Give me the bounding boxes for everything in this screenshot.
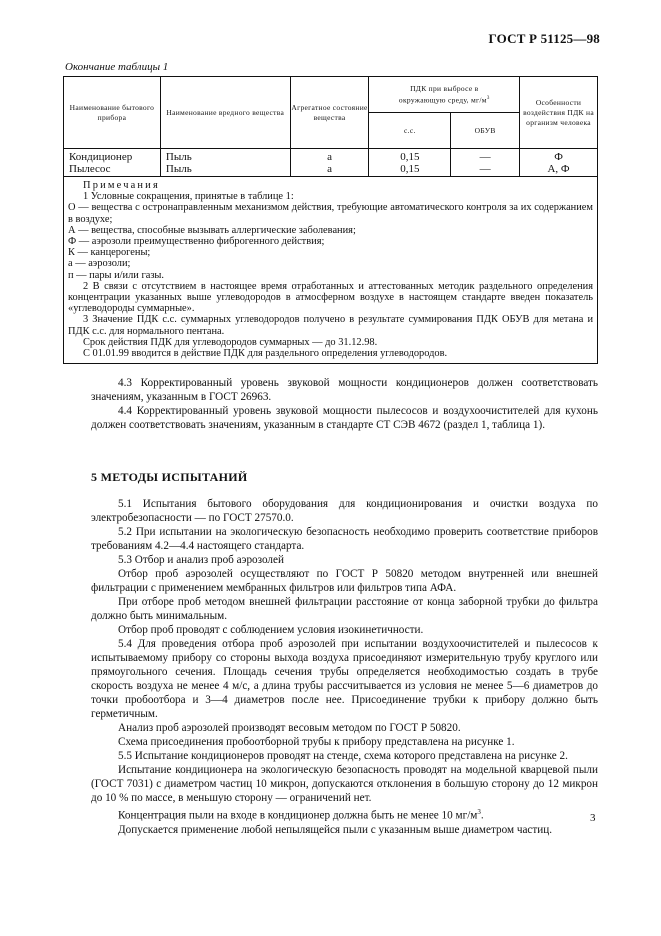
cell-substance bbox=[160, 149, 290, 177]
row1-device: Кондиционер bbox=[69, 151, 133, 163]
note-abbr-o: О — вещества с остронаправленным механизмом действия, требующие автоматического контроля за их содержанием в воздухе; bbox=[68, 202, 593, 225]
para-5-5-b-sup: 3 bbox=[477, 808, 481, 816]
cell-cs bbox=[369, 149, 451, 177]
para-5-5-c: Допускается применение любой непылящейся пыли с указанным выше диаметром частиц. bbox=[118, 823, 553, 836]
row2-features: А, Ф bbox=[547, 163, 570, 175]
table-continuation-label: Окончание таблицы 1 bbox=[65, 61, 169, 73]
para-5-5-a: Испытание кондиционера на экологическую безопасность проводят на модельной кварцевой пыли (ГОСТ 7031) с диаметром частиц 10 микрон, допускаются отклонения в большую сторону до 12 микрон до 10 % по массе, в меньшую сторону — ограничений нет. bbox=[91, 764, 598, 804]
row1-substance: Пыль bbox=[165, 151, 192, 163]
col-header-obuv: ОБУВ bbox=[451, 113, 520, 149]
col-header-cs: с.с. bbox=[369, 113, 451, 149]
row1-obuv: — bbox=[479, 151, 491, 163]
col-header-substance: Наименование вредного вещества bbox=[160, 77, 290, 149]
para-5-4-b: Схема присоединения пробоотборной трубы к прибору представлена на рисунке 1. bbox=[118, 736, 515, 748]
para-4-4: 4.4 Корректированный уровень звуковой мощности пылесосов и воздухоочистителей для кухонь должен соответствовать значениям, указанным в стандарте СТ СЭВ 4672 (раздел 1, таблица 1). bbox=[91, 405, 598, 431]
para-5-3-b: При отборе проб методом внешней фильтрации расстояние от конца заборной трубки до фильтра должно быть минимальным. bbox=[91, 596, 598, 622]
row2-obuv: — bbox=[479, 163, 491, 175]
row2-cs: 0,15 bbox=[400, 163, 420, 175]
para-5-5-b-text: Концентрация пыли на входе в кондиционер должна быть не менее 10 мг/м bbox=[118, 809, 478, 822]
cell-features bbox=[520, 149, 598, 177]
col-header-device: Наименование бытового прибора bbox=[64, 77, 161, 149]
pdk-header-sup: 3 bbox=[486, 95, 490, 101]
col-header-features: Особенности воздействия ПДК на организм человека bbox=[520, 77, 598, 149]
row2-state: а bbox=[327, 163, 332, 175]
note-abbr-k: К — канцерогены; bbox=[68, 247, 151, 259]
para-5-2: 5.2 При испытании на экологическую безопасность необходимо проверить соответствие приборов требованиям 4.2—4.4 настоящего стандарта. bbox=[91, 526, 598, 552]
table-notes bbox=[64, 177, 598, 364]
pdk-header-line2: окружающую среду, мг/м bbox=[398, 95, 487, 105]
note-term: Срок действия ПДК для углеводородов суммарных — до 31.12.98. bbox=[83, 336, 378, 348]
note-2: 2 В связи с отсутствием в настоящее время отработанных и аттестованных методик раздельного определения концентрации указанных выше углеводородов в атмосферном воздухе в настоящем стандарте введен показатель «углеводороды суммарные». bbox=[68, 280, 593, 315]
row1-cs: 0,15 bbox=[400, 151, 420, 163]
pdk-header-line1: ПДК при выбросе в bbox=[410, 83, 479, 93]
para-5-1: 5.1 Испытания бытового оборудования для кондиционирования и очистки воздуха по электробезопасности — по ГОСТ 27570.0. bbox=[91, 498, 598, 524]
note-abbr-vapor: п — пары и/или газы. bbox=[68, 269, 165, 281]
para-4-3: 4.3 Корректированный уровень звуковой мощности кондиционеров должен соответствовать значениям, указанным в ГОСТ 26963. bbox=[91, 377, 598, 403]
table-1 bbox=[63, 76, 598, 364]
col-header-pdk-group bbox=[369, 77, 520, 113]
para-5-4: 5.4 Для проведения отбора проб аэрозолей при испытании воздухоочистителей и пылесосов к испытываемому прибору со стороны выхода воздуха присоединяют измерительную трубу круглого или прямоугольного сечения. Площадь сечения трубы определяется необходимостью создать в трубе скорость воздуха не менее 4 м/с, а длина трубы рассчитывается из условия не менее 5—6 диаметров до точки пробоотбора и 3—4 диаметров после нее. Присоединение трубки к прибору должно быть герметичным. bbox=[91, 638, 598, 720]
para-5-5-b bbox=[91, 805, 598, 823]
cell-state bbox=[290, 149, 369, 177]
section-5-heading: 5 МЕТОДЫ ИСПЫТАНИЙ bbox=[91, 470, 248, 484]
cell-obuv bbox=[451, 149, 520, 177]
para-5-5: 5.5 Испытание кондиционеров проводят на стенде, схема которого представлена на рисунке 2. bbox=[118, 750, 568, 762]
note-abbr-aerosol: а — аэрозоли; bbox=[68, 258, 131, 270]
cell-device bbox=[64, 149, 161, 177]
note-abbr-f: Ф — аэрозоли преимущественно фиброгенного действия; bbox=[68, 236, 325, 248]
para-5-3-a: Отбор проб аэрозолей осуществляют по ГОСТ Р 50820 методом внутренней или внешней фильтрации с применением мембранных фильтров или фильтров типа АФА. bbox=[91, 568, 598, 594]
page-number: 3 bbox=[590, 812, 596, 824]
note-abbr-a: А — вещества, способные вызывать аллергические заболевания; bbox=[68, 224, 356, 236]
col-header-state: Агрегатное состояние вещества bbox=[290, 77, 369, 149]
note-1: 1 Условные сокращения, принятые в таблице 1: bbox=[83, 191, 294, 203]
section-5-heading-block bbox=[91, 470, 598, 484]
row2-device: Пылесос bbox=[69, 163, 111, 175]
para-5-5-b-end: . bbox=[480, 809, 484, 822]
para-5-3-c: Отбор проб проводят с соблюдением условия изокинетичности. bbox=[118, 624, 424, 636]
note-effective: С 01.01.99 вводится в действие ПДК для раздельного определения углеводородов. bbox=[83, 348, 448, 360]
note-3: 3 Значение ПДК с.с. суммарных углеводородов получено в результате суммирования ПДК ОБУВ для метана и ПДК с.с. для нормального пентана. bbox=[68, 314, 593, 337]
para-5-3: 5.3 Отбор и анализ проб аэрозолей bbox=[118, 554, 284, 566]
para-5-4-a: Анализ проб аэрозолей производят весовым методом по ГОСТ Р 50820. bbox=[118, 722, 461, 734]
table-row bbox=[64, 149, 598, 177]
section-4-continuation bbox=[91, 376, 598, 432]
row1-features: Ф bbox=[554, 151, 563, 163]
section-5-body bbox=[91, 497, 598, 837]
document-header: ГОСТ Р 51125—98 bbox=[488, 31, 600, 46]
notes-title: Примечания bbox=[83, 180, 160, 191]
row1-state: а bbox=[327, 151, 332, 163]
row2-substance: Пыль bbox=[165, 163, 192, 175]
